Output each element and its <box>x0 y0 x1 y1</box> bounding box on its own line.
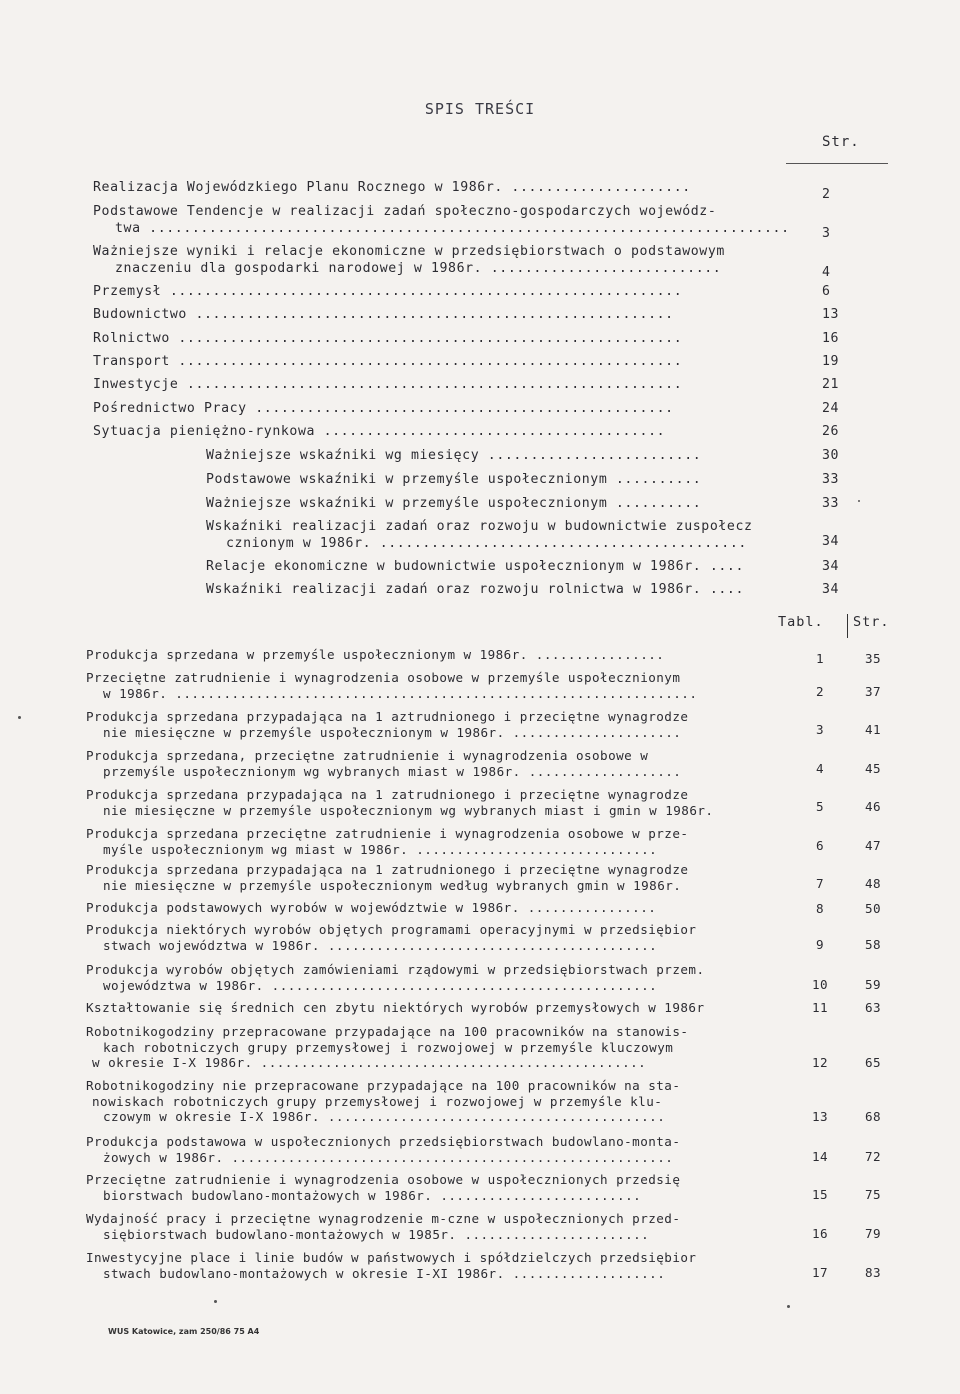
table-entry-text: stwach budowlano-montażowych w okresie I-XI 1986r. ................... <box>103 1265 666 1281</box>
table-number: 12 <box>811 1055 829 1070</box>
toc-entry-text: Sytuacja pieniężno-rynkowa ........................................ <box>93 424 666 439</box>
toc-entry-text: Podstawowe Tendencje w realizacji zadań społeczno-gospodarczych wojewódz- <box>93 204 717 219</box>
table-entry-text: Kształtowanie się średnich cen zbytu niektórych wyrobów przemysłowych w 1986r <box>86 1000 705 1015</box>
header-divider <box>847 614 848 638</box>
table-entry-text: siębiorstwach budowlano-montażowych w 1985r. ....................... <box>103 1226 650 1242</box>
table-entry-text: Robotnikogodziny przepracowane przypadające na 100 pracowników na stanowis- <box>86 1024 689 1039</box>
table-number: 4 <box>815 761 825 776</box>
table-entry-text: Przeciętne zatrudnienie i wynagrodzenia osobowe w przemyśle uspołecznionym <box>86 670 681 685</box>
table-entry-text: czowym w okresie I-X 1986r. .......................................... <box>103 1109 666 1124</box>
table-entry-text: Produkcja sprzedana przypadająca na 1 zatrudnionego i przeciętne wynagrodze <box>86 862 689 877</box>
table-entry-text: Produkcja podstawowych wyrobów w województwie w 1986r. ................ <box>86 900 657 915</box>
table-page-number: 65 <box>864 1055 882 1070</box>
table-page-number: 59 <box>864 977 882 992</box>
table-entry-text: województwa w 1986r. ................................................ <box>103 977 658 993</box>
toc-page-number: 4 <box>822 265 831 280</box>
toc-entry-text: Ważniejsze wskaźniki w przemyśle uspołecznionym .......... <box>206 496 702 511</box>
table-entry-text: Produkcja sprzedana w przemyśle uspołecznionym w 1986r. ................ <box>86 647 665 662</box>
toc-entry-text: Podstawowe wskaźniki w przemyśle uspołecznionym .......... <box>206 472 702 487</box>
table-entry-text: Produkcja sprzedana, przeciętne zatrudnienie i wynagrodzenia osobowe w <box>86 748 649 763</box>
toc-page-number: 34 <box>822 559 840 574</box>
table-entry-text: Produkcja podstawowa w uspołecznionych przedsiębiorstwach budowlano-monta- <box>86 1134 681 1149</box>
table-entry-text: Przeciętne zatrudnienie i wynagrodzenia osobowe w uspołecznionych przedsię <box>86 1172 681 1187</box>
table-entry-text: nie miesięczne w przemyśle uspołecznionym według wybranych gmin w 1986r. <box>103 877 682 893</box>
table-number: 17 <box>811 1265 829 1280</box>
table-number: 14 <box>811 1149 829 1164</box>
toc-entry-text: znaczeniu dla gospodarki narodowej w 1986r. ........................... <box>115 261 722 276</box>
table-page-number: 83 <box>864 1265 882 1280</box>
table-number: 9 <box>815 937 825 952</box>
table-page-number: 35 <box>864 651 882 666</box>
page-column-header: Str. <box>822 134 860 150</box>
table-page-number: 45 <box>864 761 882 776</box>
table-entry-text: przemyśle uspołecznionym wg wybranych miast w 1986r. ................... <box>103 763 682 779</box>
table-number: 3 <box>815 722 825 737</box>
header-underline <box>786 163 888 164</box>
tables-page-header: Str. <box>853 614 890 630</box>
table-page-number: 50 <box>864 901 882 916</box>
toc-page-number: 16 <box>822 331 840 346</box>
table-number: 5 <box>815 799 825 814</box>
table-entry-text: Inwestycyjne place i linie budów w państwowych i spółdzielczych przedsiębior <box>86 1250 697 1265</box>
table-entry-text: Produkcja sprzedana przeciętne zatrudnienie i wynagrodzenia osobowe w prze- <box>86 826 689 841</box>
toc-page-number: 33 <box>822 472 840 487</box>
table-page-number: 68 <box>864 1109 882 1124</box>
toc-entry-text: Wskaźniki realizacji zadań oraz rozwoju w budownictwie zuspołecz <box>206 519 753 534</box>
toc-entry-text: Budownictwo ........................................................ <box>93 307 674 322</box>
table-entry-text: biorstwach budowlano-montażowych w 1986r. ......................... <box>103 1187 642 1203</box>
table-number: 16 <box>811 1226 829 1241</box>
table-number: 10 <box>811 977 829 992</box>
toc-entry-text: Transport ........................................................... <box>93 354 683 369</box>
toc-page-number: 34 <box>822 582 840 597</box>
print-speck <box>214 1300 217 1303</box>
toc-page-number: 24 <box>822 401 840 416</box>
table-page-number: 41 <box>864 722 882 737</box>
table-page-number: 63 <box>864 1000 882 1015</box>
toc-page-number: 34 <box>822 534 840 549</box>
table-number: 8 <box>815 901 825 916</box>
toc-entry-text: Ważniejsze wskaźniki wg miesięcy ......................... <box>206 448 702 463</box>
table-page-number: 79 <box>864 1226 882 1241</box>
table-page-number: 37 <box>864 684 882 699</box>
toc-page-number: 19 <box>822 354 840 369</box>
toc-page-number: 30 <box>822 448 840 463</box>
toc-page-number: 6 <box>822 284 831 299</box>
table-entry-text: w okresie I-X 1986r. ................................................ <box>92 1055 647 1070</box>
print-speck <box>18 716 21 719</box>
table-entry-text: myśle uspołecznionym wg miast w 1986r. .............................. <box>103 841 658 857</box>
toc-page-number: 13 <box>822 307 840 322</box>
toc-entry-text: Relacje ekonomiczne w budownictwie uspołecznionym w 1986r. .... <box>206 559 744 574</box>
page-title: SPIS TREŚCI <box>424 100 536 118</box>
table-entry-text: nowiskach robotniczych grupy przemysłowej i rozwojowej w przemyśle klu- <box>92 1093 663 1109</box>
table-entry-text: w 1986r. ................................................................. <box>103 685 698 701</box>
table-entry-text: Produkcja sprzedana przypadająca na 1 aztrudnionego i przeciętne wynagrodze <box>86 709 689 724</box>
table-entry-text: stwach województwa w 1986r. ......................................... <box>103 937 658 953</box>
toc-entry-text: Rolnictwo ........................................................... <box>93 331 683 346</box>
toc-page-number: 26 <box>822 424 840 439</box>
table-entry-text: Wydajność pracy i przeciętne wynagrodzenie m-czne w uspołecznionych przed- <box>86 1211 681 1226</box>
table-number: 6 <box>815 838 825 853</box>
print-speck <box>858 500 860 502</box>
table-number: 11 <box>811 1000 829 1015</box>
table-entry-text: Robotnikogodziny nie przepracowane przypadające na 100 pracowników na sta- <box>86 1078 681 1093</box>
toc-page-number: 33 <box>822 496 840 511</box>
table-page-number: 58 <box>864 937 882 952</box>
toc-page-number: 3 <box>822 226 831 241</box>
table-number: 1 <box>815 651 825 666</box>
toc-entry-text: Ważniejsze wyniki i relacje ekonomiczne w przedsiębiorstwach o podstawowym <box>93 244 725 259</box>
toc-entry-text: Inwestycje .......................................................... <box>93 377 683 392</box>
table-entry-text: kach robotniczych grupy przemysłowej i rozwojowej w przemyśle kluczowym <box>103 1039 674 1055</box>
table-page-number: 72 <box>864 1149 882 1164</box>
table-number: 2 <box>815 684 825 699</box>
toc-entry-text: Wskaźniki realizacji zadań oraz rozwoju rolnictwa w 1986r. .... <box>206 582 744 597</box>
table-entry-text: nie miesięczne w przemyśle uspołecznionym w 1986r. ..................... <box>103 724 682 740</box>
table-entry-text: Produkcja sprzedana przypadająca na 1 zatrudnionego i przeciętne wynagrodze <box>86 787 689 802</box>
table-number: 15 <box>811 1187 829 1202</box>
toc-entry-text: Pośrednictwo Pracy ................................................. <box>93 401 674 416</box>
table-entry-text: Produkcja wyrobów objętych zamówieniami rządowymi w przedsiębiorstwach przem. <box>86 962 705 977</box>
toc-page-number: 2 <box>822 187 831 202</box>
tables-number-header: Tabl. <box>778 614 824 630</box>
table-page-number: 46 <box>864 799 882 814</box>
table-number: 13 <box>811 1109 829 1124</box>
table-entry-text: nie miesięczne w przemyśle uspołecznionym wg wybranych miast i gmin w 1986r. <box>103 802 714 818</box>
table-page-number: 75 <box>864 1187 882 1202</box>
toc-entry-text: twa ........................................................................... <box>115 221 790 236</box>
table-entry-text: Produkcja niektórych wyrobów objętych programami operacyjnymi w przedsiębior <box>86 922 697 937</box>
toc-entry-text: cznionym w 1986r. ........................................... <box>226 536 747 551</box>
toc-entry-text: Przemysł ............................................................ <box>93 284 683 299</box>
printer-footer: WUS Katowice, zam 250/86 75 A4 <box>108 1327 260 1336</box>
toc-page-number: 21 <box>822 377 840 392</box>
print-speck <box>787 1305 790 1308</box>
table-page-number: 48 <box>864 876 882 891</box>
table-number: 7 <box>815 876 825 891</box>
table-page-number: 47 <box>864 838 882 853</box>
toc-entry-text: Realizacja Wojewódzkiego Planu Rocznego w 1986r. ..................... <box>93 180 691 195</box>
table-entry-text: żowych w 1986r. ....................................................... <box>103 1149 674 1165</box>
